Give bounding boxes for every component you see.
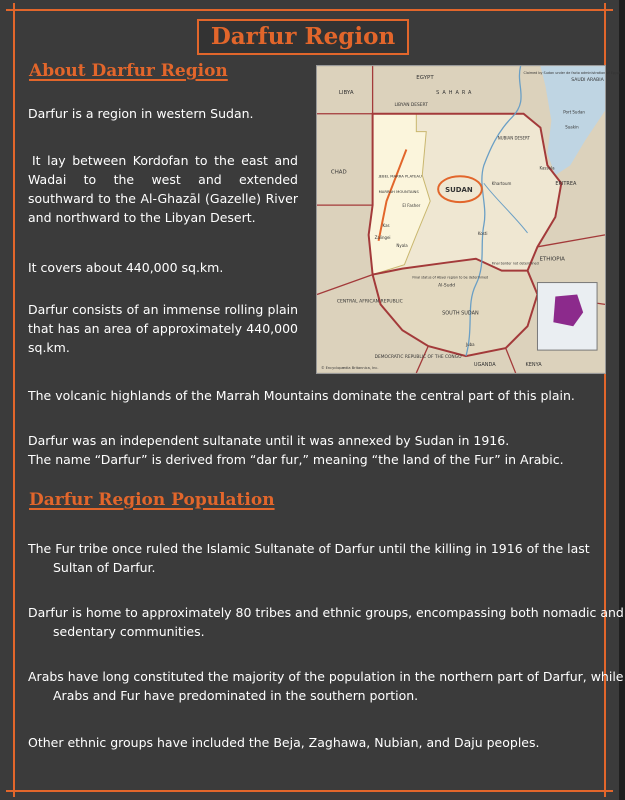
map-label-kassala: Kassala <box>539 165 555 171</box>
population-item-4: Other ethnic groups have included the Beja, Zaghawa, Nubian, and Daju peoples. <box>28 735 540 750</box>
about-paragraph-7: The name “Darfur” is derived from “dar fur,” meaning “the land of the Fur” in Arabic. <box>28 452 564 467</box>
frame-line-bottom <box>6 790 613 792</box>
map-credit: © Encyclopædia Britannica, Inc. <box>320 365 379 370</box>
map-label-juba: Juba <box>465 342 475 348</box>
map-label-ethiopia: ETHIOPIA <box>539 256 565 263</box>
frame-line-top <box>6 9 613 11</box>
map-label-car: CENTRAL AFRICAN REPUBLIC <box>336 299 403 305</box>
title-box <box>197 19 409 55</box>
about-paragraph-3: It covers about 440,000 sq.km. <box>28 260 224 275</box>
map-label-el-fasher: El Fasher <box>402 203 421 209</box>
map-label-nyala: Nyala <box>396 242 408 248</box>
map-label-kosti: Kosti <box>477 230 488 236</box>
map-label-drc: DEMOCRATIC REPUBLIC OF THE CONGO <box>374 355 462 361</box>
map-label-al-sudd: Al-Sudd <box>438 283 456 289</box>
map-label-uganda: UGANDA <box>473 361 496 368</box>
map-label-chad: CHAD <box>330 169 347 176</box>
map-label-zalingei: Zalingei <box>374 234 391 240</box>
page-title: Darfur Region <box>210 23 396 50</box>
map-label-libyan-desert: LIBYAN DESERT <box>394 102 428 108</box>
map-label-saudi-arabia: SAUDI ARABIA <box>571 77 604 83</box>
map-label-sahara: SAHARA <box>436 89 475 96</box>
population-item-2: Darfur is home to approximately 80 tribes and ethnic groups, encompassing both nomadic and sedentary communities. <box>28 605 624 639</box>
map-note-final-border: Final border not determined <box>491 261 539 266</box>
map-label-egypt: EGYPT <box>416 74 434 81</box>
map-label-kenya: KENYA <box>525 361 542 368</box>
map-label-libya: LIBYA <box>338 89 354 96</box>
about-heading: About Darfur Region <box>29 61 228 81</box>
population-item-3: Arabs have long constituted the majority of the population in the northern part of Darfur, while Arabs and Fur have predominated in the southern portion. <box>28 669 624 703</box>
frame-line-left <box>13 3 15 797</box>
sudan-map-drawing <box>317 66 621 373</box>
map-label-khartoum: Khartoum <box>491 181 512 187</box>
map-label-nubian-desert: NUBIAN DESERT <box>497 135 530 141</box>
map-note-abyei: Final status of Abyei region to be determined <box>412 275 489 280</box>
map-label-sudan: SUDAN <box>445 186 473 195</box>
map-label-port-sudan: Port Sudan <box>563 109 585 115</box>
about-paragraph-2: It lay between Kordofan to the east and Wadai to the west and extended southward to the Al-Ghazāl (Gazelle) River and northward to the Libyan Desert. <box>28 153 298 225</box>
population-heading: Darfur Region Population <box>29 490 275 510</box>
map-label-jebel-marra-plateau: JEBEL MARRA PLATEAU <box>378 174 422 179</box>
about-paragraph-4: Darfur consists of an immense rolling plain that has an area of approximately 440,000 sq.km. <box>28 302 298 355</box>
about-paragraph-5: The volcanic highlands of the Marrah Mountains dominate the central part of this plain. <box>28 388 575 403</box>
map-note-claimed: Claimed by Sudan under de facto administration of Egypt <box>523 71 621 76</box>
about-paragraph-6: Darfur was an independent sultanate until it was annexed by Sudan in 1916. <box>28 433 510 448</box>
map-label-marrah-mountains: MARRAH MOUNTAINS <box>378 190 419 195</box>
about-paragraph-1: Darfur is a region in western Sudan. <box>28 106 254 121</box>
map-label-eritrea: ERITREA <box>555 181 577 188</box>
map-label-suakin: Suakin <box>565 124 579 130</box>
population-item-1: The Fur tribe once ruled the Islamic Sultanate of Darfur until the killing in 1916 of the last Sultan of Darfur. <box>28 541 590 575</box>
map-label-south-sudan: SOUTH SUDAN <box>442 310 479 317</box>
map-label-kas: Kas <box>382 222 390 228</box>
sudan-map <box>316 65 621 374</box>
